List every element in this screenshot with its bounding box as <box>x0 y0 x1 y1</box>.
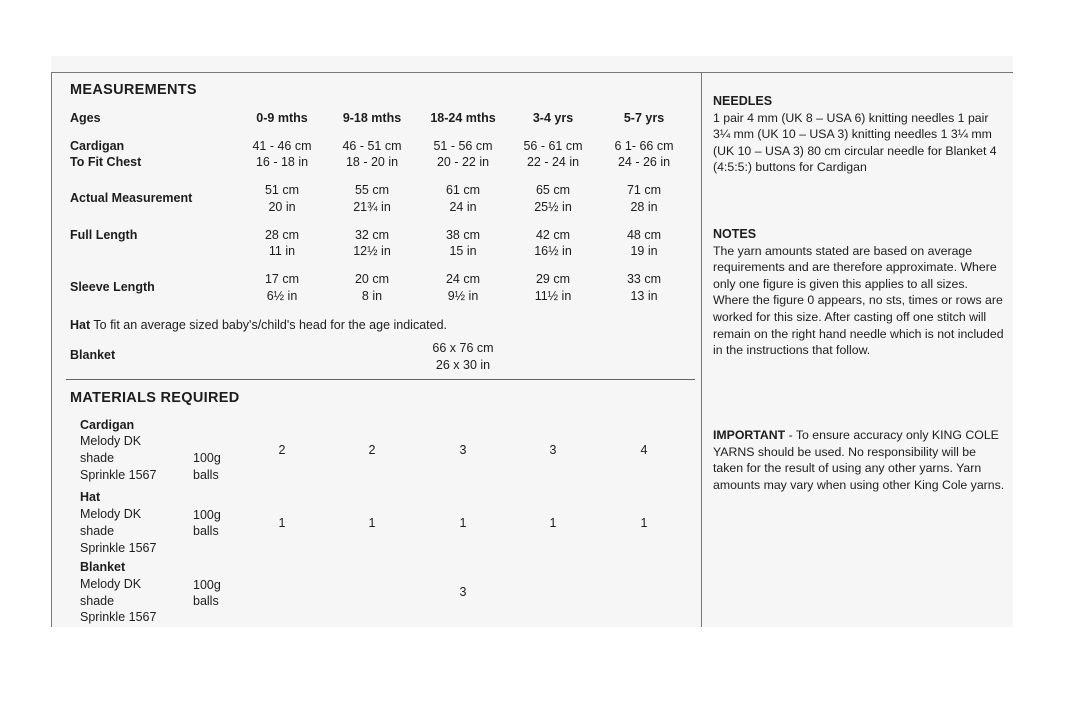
yarn-line: Melody DK <box>80 577 142 591</box>
yarn-line: Sprinkle 1567 <box>80 468 157 482</box>
yarn-line: Sprinkle 1567 <box>80 610 157 624</box>
full-in: 11 in <box>268 244 296 258</box>
cardigan-qty: 4 <box>640 443 648 457</box>
hat-qty: 1 <box>459 516 467 530</box>
cardigan-cm: 51 - 56 cm <box>433 139 493 153</box>
sleeve-length-label: Sleeve Length <box>70 280 155 294</box>
full-cm: 48 cm <box>626 228 662 242</box>
yarn-line: shade <box>80 524 115 538</box>
blanket-label: Blanket <box>70 348 116 362</box>
cardigan-qty: 2 <box>368 443 376 457</box>
needles-text: 1 pair 4 mm (UK 8 – USA 6) knitting needles 1 pair 3¼ mm (UK 10 – USA 3) knitting needles 1 3¼ mm (UK 10 – USA 3) 80 cm circular needle for Blanket 4 (4:5:5:) buttons for Cardigan <box>713 110 997 175</box>
full-in: 12½ in <box>353 244 391 258</box>
materials-hat-heading: Hat <box>80 490 101 504</box>
hat-label: Hat <box>70 318 91 332</box>
sleeve-cm: 29 cm <box>535 272 571 286</box>
yarn-unit: 100g <box>193 508 221 522</box>
important-label: IMPORTANT <box>713 428 786 442</box>
yarn-unit: balls <box>193 524 219 538</box>
ages-label: Ages <box>70 111 101 125</box>
sleeve-in: 9½ in <box>447 289 479 303</box>
cardigan-in: 16 - 18 in <box>255 155 309 169</box>
sleeve-cm: 33 cm <box>626 272 662 286</box>
sleeve-cm: 17 cm <box>264 272 300 286</box>
sleeve-in: 13 in <box>630 289 658 303</box>
actual-cm: 55 cm <box>354 183 390 197</box>
full-in: 19 in <box>630 244 658 258</box>
hat-text: To fit an average sized baby's/child's head for the age indicated. <box>93 318 448 332</box>
actual-cm: 71 cm <box>626 183 662 197</box>
yarn-line: shade <box>80 451 115 465</box>
actual-cm: 61 cm <box>445 183 481 197</box>
notes-section <box>713 226 1005 359</box>
yarn-line: Melody DK <box>80 434 142 448</box>
yarn-unit: balls <box>193 594 219 608</box>
yarn-unit: 100g <box>193 451 221 465</box>
cardigan-in: 20 - 22 in <box>436 155 490 169</box>
full-cm: 38 cm <box>445 228 481 242</box>
blanket-cm: 66 x 76 cm <box>432 341 494 355</box>
age-header: 0-9 mths <box>256 111 308 125</box>
materials-blanket-heading: Blanket <box>80 560 126 574</box>
cardigan-qty: 3 <box>459 443 467 457</box>
materials-cardigan-heading: Cardigan <box>80 418 135 432</box>
age-header: 18-24 mths <box>430 111 496 125</box>
important-section <box>713 427 1005 493</box>
actual-cm: 51 cm <box>264 183 300 197</box>
age-header: 9-18 mths <box>342 111 402 125</box>
sleeve-cm: 24 cm <box>445 272 481 286</box>
sleeve-in: 11½ in <box>534 289 572 303</box>
age-header: 5-7 yrs <box>623 111 665 125</box>
hat-qty: 1 <box>640 516 648 530</box>
cardigan-in: 22 - 24 in <box>526 155 580 169</box>
cardigan-in: 24 - 26 in <box>617 155 671 169</box>
actual-in: 20 in <box>268 200 296 214</box>
cardigan-cm: 56 - 61 cm <box>523 139 583 153</box>
actual-cm: 65 cm <box>535 183 571 197</box>
to-fit-chest-label: To Fit Chest <box>70 155 142 169</box>
full-in: 16½ in <box>534 244 572 258</box>
hat-qty: 1 <box>368 516 376 530</box>
yarn-unit: 100g <box>193 578 221 592</box>
column-divider <box>701 72 702 627</box>
cardigan-cm: 41 - 46 cm <box>252 139 312 153</box>
hat-measurement <box>70 317 447 333</box>
important-text: - To ensure accuracy only KING COLE YARNS should be used. No responsibility will be taken for the result of using any other yarns. Yarn amounts may vary when using other King Cole yarns. <box>713 428 1005 492</box>
notes-title: NOTES <box>713 227 757 241</box>
hat-qty: 1 <box>549 516 557 530</box>
blanket-in: 26 x 30 in <box>435 358 491 372</box>
needles-title: NEEDLES <box>713 94 773 108</box>
actual-in: 28 in <box>630 200 658 214</box>
cardigan-label: Cardigan <box>70 139 125 153</box>
important-paragraph <box>713 427 1005 493</box>
full-in: 15 in <box>449 244 477 258</box>
cardigan-qty: 2 <box>278 443 286 457</box>
sleeve-cm: 20 cm <box>354 272 390 286</box>
yarn-line: Melody DK <box>80 507 142 521</box>
cardigan-cm: 6 1- 66 cm <box>614 139 674 153</box>
yarn-line: Sprinkle 1567 <box>80 541 157 555</box>
hat-qty: 1 <box>278 516 286 530</box>
sleeve-in: 6½ in <box>266 289 298 303</box>
left-border <box>51 72 52 627</box>
full-cm: 42 cm <box>535 228 571 242</box>
measurements-title: MEASUREMENTS <box>70 82 197 98</box>
full-cm: 28 cm <box>264 228 300 242</box>
section-divider <box>66 379 695 380</box>
cardigan-in: 18 - 20 in <box>345 155 399 169</box>
cardigan-cm: 46 - 51 cm <box>342 139 402 153</box>
actual-measurement-label: Actual Measurement <box>70 191 193 205</box>
actual-in: 24 in <box>449 200 477 214</box>
top-border <box>51 72 1013 73</box>
yarn-line: shade <box>80 594 115 608</box>
actual-in: 25½ in <box>534 200 572 214</box>
full-cm: 32 cm <box>354 228 390 242</box>
cardigan-qty: 3 <box>549 443 557 457</box>
actual-in: 21¾ in <box>353 200 391 214</box>
age-header: 3-4 yrs <box>532 111 574 125</box>
yarn-unit: balls <box>193 468 219 482</box>
full-length-label: Full Length <box>70 228 138 242</box>
materials-title: MATERIALS REQUIRED <box>70 390 240 406</box>
blanket-qty: 3 <box>459 585 467 599</box>
sleeve-in: 8 in <box>361 289 383 303</box>
notes-text: The yarn amounts stated are based on average requirements and are therefore approximate. Where only one figure is given this applies to all sizes. Where the figure 0 appears, no sts, times or rows are worked for this size. After casting off one stitch will remain on the right hand needle which is not included in the instructions that follow. <box>713 243 1004 358</box>
needles-section <box>713 93 1005 176</box>
